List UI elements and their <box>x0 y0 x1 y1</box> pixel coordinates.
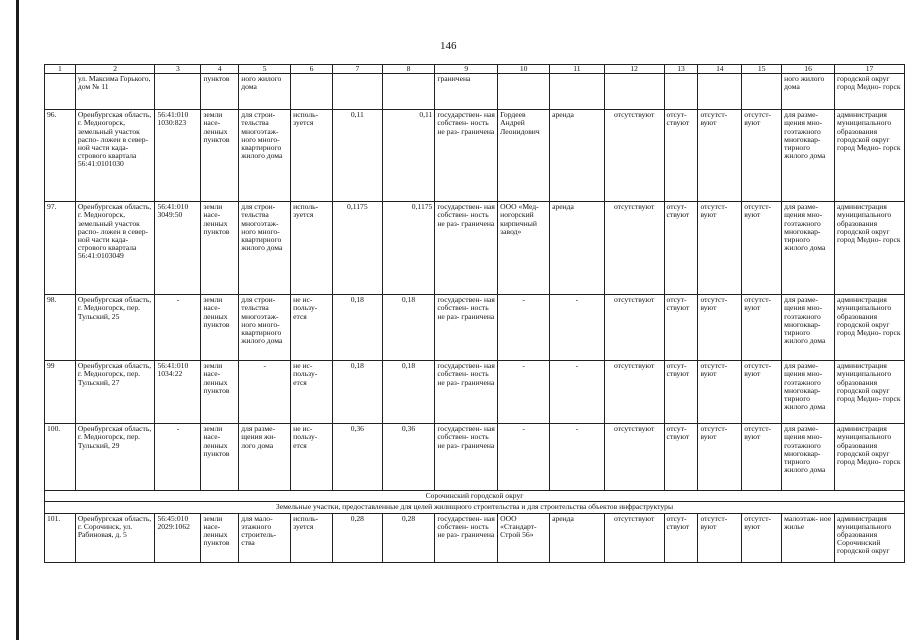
right-type-cell: аренда <box>550 513 605 562</box>
encumbrance-cell: отсутствуют <box>604 202 664 295</box>
authority-cell: администрация муниципального образования городской округ город Медно- горск <box>835 295 905 361</box>
table-cell <box>155 74 201 110</box>
table-cell <box>550 74 605 110</box>
restriction-cell: отсутст- вуют <box>742 110 782 202</box>
area-cell: 0,11 <box>333 110 383 202</box>
holder-cell: ООО «Стандарт- Строй 56» <box>498 513 550 562</box>
holder-cell: ООО «Мед- ногорский кирпичный завод» <box>498 202 550 295</box>
ownership-cell: государствен- ная собствен- ность не раз- граничена <box>435 110 498 202</box>
restriction-cell: отсутст- вуют <box>698 202 742 295</box>
table-row <box>45 202 905 295</box>
land-category-cell: земли насе- ленных пунктов <box>201 110 239 202</box>
authority-cell: администрация муниципального образования городской округ город Медно- горск <box>835 110 905 202</box>
purpose-cell: для разме- щения мно- гоэтажного многоквар- тирного жилого дома <box>782 202 835 295</box>
area-cell: 0,18 <box>333 295 383 361</box>
restriction-cell: отсут- ствуют <box>664 202 698 295</box>
column-number: 11 <box>550 65 605 74</box>
column-number: 3 <box>155 65 201 74</box>
right-type-cell: аренда <box>550 110 605 202</box>
table-cell: ного жилого дома <box>782 74 835 110</box>
ownership-cell: государствен- ная собствен- ность не раз- граничена <box>435 424 498 491</box>
purpose-cell: для разме- щения мно- гоэтажного многоквар- тирного жилого дома <box>782 424 835 491</box>
subsection-title: Земельные участки, предоставленные для целей жилищного строительства и для строительства объектов инфраструктуры <box>45 502 905 513</box>
column-number: 9 <box>435 65 498 74</box>
column-number-row <box>45 65 905 74</box>
address-cell: Оренбургская область, г. Медногорск, земельный участок распо- ложен в север- ной части када- стрового квартала 56:41:0103049 <box>75 202 155 295</box>
encumbrance-cell: отсутствуют <box>604 513 664 562</box>
restriction-cell: отсут- ствуют <box>664 424 698 491</box>
area-cell: 0,11 <box>382 110 435 202</box>
land-category-cell: земли насе- ленных пунктов <box>201 513 239 562</box>
ownership-cell: государствен- ная собствен- ность не раз- граничена <box>435 361 498 424</box>
row-number-cell: 98. <box>45 295 76 361</box>
encumbrance-cell: отсутствуют <box>604 110 664 202</box>
restriction-cell: отсутст- вуют <box>698 110 742 202</box>
column-number: 5 <box>239 65 291 74</box>
table-row <box>45 361 905 424</box>
ownership-cell: государствен- ная собствен- ность не раз- граничена <box>435 202 498 295</box>
table-cell <box>291 74 333 110</box>
table-row <box>45 295 905 361</box>
authority-cell: администрация муниципального образования городской округ город Медно- горск <box>835 424 905 491</box>
authority-cell: администрация муниципального образования Сорочинский городской округ <box>835 513 905 562</box>
column-number: 2 <box>75 65 155 74</box>
page-number: 146 <box>440 40 457 52</box>
row-number-cell: 101. <box>45 513 76 562</box>
column-number: 14 <box>698 65 742 74</box>
land-category-cell: земли насе- ленных пунктов <box>201 295 239 361</box>
column-number: 10 <box>498 65 550 74</box>
continuation-row <box>45 74 905 110</box>
usage-status-cell: исполь- зуется <box>291 202 333 295</box>
table-row <box>45 110 905 202</box>
encumbrance-cell: отсутствуют <box>604 361 664 424</box>
column-number: 16 <box>782 65 835 74</box>
table-cell <box>664 74 698 110</box>
purpose-cell: для разме- щения мно- гоэтажного многоквар- тирного жилого дома <box>782 110 835 202</box>
table-cell <box>333 74 383 110</box>
area-cell: 0,28 <box>333 513 383 562</box>
authority-cell: администрация муниципального образования городской округ город Медно- горск <box>835 202 905 295</box>
section-title: Сорочинский городской округ <box>45 491 905 502</box>
address-cell: Оренбургская область, г. Медногорск, пер. Тульский, 29 <box>75 424 155 491</box>
column-number: 15 <box>742 65 782 74</box>
usage-status-cell: не ис- пользу- ется <box>291 361 333 424</box>
table-cell: пунктов <box>201 74 239 110</box>
usage-status-cell: не ис- пользу- ется <box>291 424 333 491</box>
ownership-cell: государствен- ная собствен- ность не раз- граничена <box>435 513 498 562</box>
right-type-cell: аренда <box>550 202 605 295</box>
table-cell <box>45 74 76 110</box>
row-number-cell: 96. <box>45 110 76 202</box>
purpose-cell: для разме- щения мно- гоэтажного многоквар- тирного жилого дома <box>782 361 835 424</box>
page-binding-edge <box>16 0 19 640</box>
column-number: 13 <box>664 65 698 74</box>
cadastral-number-cell: 56:41:010 1034:22 <box>155 361 201 424</box>
column-number: 4 <box>201 65 239 74</box>
cadastral-number-cell: 56:41:010 1030:823 <box>155 110 201 202</box>
restriction-cell: отсутст- вуют <box>742 295 782 361</box>
purpose-cell: малоэтаж- ное жилье <box>782 513 835 562</box>
area-cell: 0,36 <box>333 424 383 491</box>
area-cell: 0,18 <box>382 361 435 424</box>
encumbrance-cell: отсутствуют <box>604 295 664 361</box>
table-cell: ного жилого дома <box>239 74 291 110</box>
address-cell: Оренбургская область, г. Медногорск, пер. Тульский, 27 <box>75 361 155 424</box>
address-cell: Оренбургская область, г. Сорочинск, ул. Рабиновая, д. 5 <box>75 513 155 562</box>
table-cell: ул. Максима Горького, дом № 11 <box>75 74 155 110</box>
encumbrance-cell: отсутствуют <box>604 424 664 491</box>
holder-cell: Гордеев Андрей Леонидович <box>498 110 550 202</box>
holder-cell: - <box>498 424 550 491</box>
table-cell <box>698 74 742 110</box>
restriction-cell: отсутст- вуют <box>698 424 742 491</box>
row-number-cell: 100. <box>45 424 76 491</box>
area-cell: 0,36 <box>382 424 435 491</box>
cadastral-number-cell: 56:41:010 3049:50 <box>155 202 201 295</box>
restriction-cell: отсутст- вуют <box>742 361 782 424</box>
table-cell: граничена <box>435 74 498 110</box>
address-cell: Оренбургская область, г. Медногорск, пер. Тульский, 25 <box>75 295 155 361</box>
land-category-cell: земли насе- ленных пунктов <box>201 424 239 491</box>
permitted-use-cell: для мало- этажного строитель- ства <box>239 513 291 562</box>
area-cell: 0,1175 <box>382 202 435 295</box>
area-cell: 0,18 <box>333 361 383 424</box>
table-cell: городской округ город Медно- горск <box>835 74 905 110</box>
column-number: 8 <box>382 65 435 74</box>
right-type-cell: - <box>550 424 605 491</box>
restriction-cell: отсутст- вуют <box>742 202 782 295</box>
section-row <box>45 491 905 502</box>
column-number: 7 <box>333 65 383 74</box>
permitted-use-cell: для разме- щения жи- лого дома <box>239 424 291 491</box>
row-number-cell: 99 <box>45 361 76 424</box>
ownership-cell: государствен- ная собствен- ность не раз- граничена <box>435 295 498 361</box>
restriction-cell: отсутст- вуют <box>742 424 782 491</box>
authority-cell: администрация муниципального образования городской округ город Медно- горск <box>835 361 905 424</box>
permitted-use-cell: для строи- тельства многоэтаж- ного много- квартирного жилого дома <box>239 202 291 295</box>
restriction-cell: отсутст- вуют <box>698 295 742 361</box>
address-cell: Оренбургская область, г. Медногорск, земельный участок распо- ложен в север- ной части када- стрового квартала 56:41:0101030 <box>75 110 155 202</box>
table-cell <box>742 74 782 110</box>
land-category-cell: земли насе- ленных пунктов <box>201 361 239 424</box>
holder-cell: - <box>498 361 550 424</box>
purpose-cell: для разме- щения мно- гоэтажного многоквар- тирного жилого дома <box>782 295 835 361</box>
column-number: 12 <box>604 65 664 74</box>
column-number: 1 <box>45 65 76 74</box>
column-number: 17 <box>835 65 905 74</box>
restriction-cell: отсутст- вуют <box>698 361 742 424</box>
cadastral-number-cell: 56:45:010 2029:1062 <box>155 513 201 562</box>
right-type-cell: - <box>550 295 605 361</box>
table-cell <box>604 74 664 110</box>
table-row <box>45 513 905 562</box>
area-cell: 0,18 <box>382 295 435 361</box>
cadastral-number-cell: - <box>155 295 201 361</box>
area-cell: 0,1175 <box>333 202 383 295</box>
restriction-cell: отсутст- вуют <box>698 513 742 562</box>
table-row <box>45 424 905 491</box>
land-plot-registry-table <box>44 64 905 563</box>
permitted-use-cell: для строи- тельства многоэтаж- ного много- квартирного жилого дома <box>239 295 291 361</box>
usage-status-cell: не ис- пользу- ется <box>291 295 333 361</box>
subsection-row <box>45 502 905 513</box>
usage-status-cell: исполь- зуется <box>291 110 333 202</box>
restriction-cell: отсут- ствуют <box>664 110 698 202</box>
restriction-cell: отсутст- вуют <box>742 513 782 562</box>
restriction-cell: отсут- ствуют <box>664 361 698 424</box>
table-cell <box>498 74 550 110</box>
right-type-cell: - <box>550 361 605 424</box>
land-category-cell: земли насе- ленных пунктов <box>201 202 239 295</box>
restriction-cell: отсут- ствуют <box>664 513 698 562</box>
usage-status-cell: исполь- зуется <box>291 513 333 562</box>
column-number: 6 <box>291 65 333 74</box>
row-number-cell: 97. <box>45 202 76 295</box>
table-cell <box>382 74 435 110</box>
holder-cell: - <box>498 295 550 361</box>
cadastral-number-cell: - <box>155 424 201 491</box>
restriction-cell: отсут- ствуют <box>664 295 698 361</box>
permitted-use-cell: - <box>239 361 291 424</box>
area-cell: 0,28 <box>382 513 435 562</box>
permitted-use-cell: для строи- тельства многоэтаж- ного много- квартирного жилого дома <box>239 110 291 202</box>
